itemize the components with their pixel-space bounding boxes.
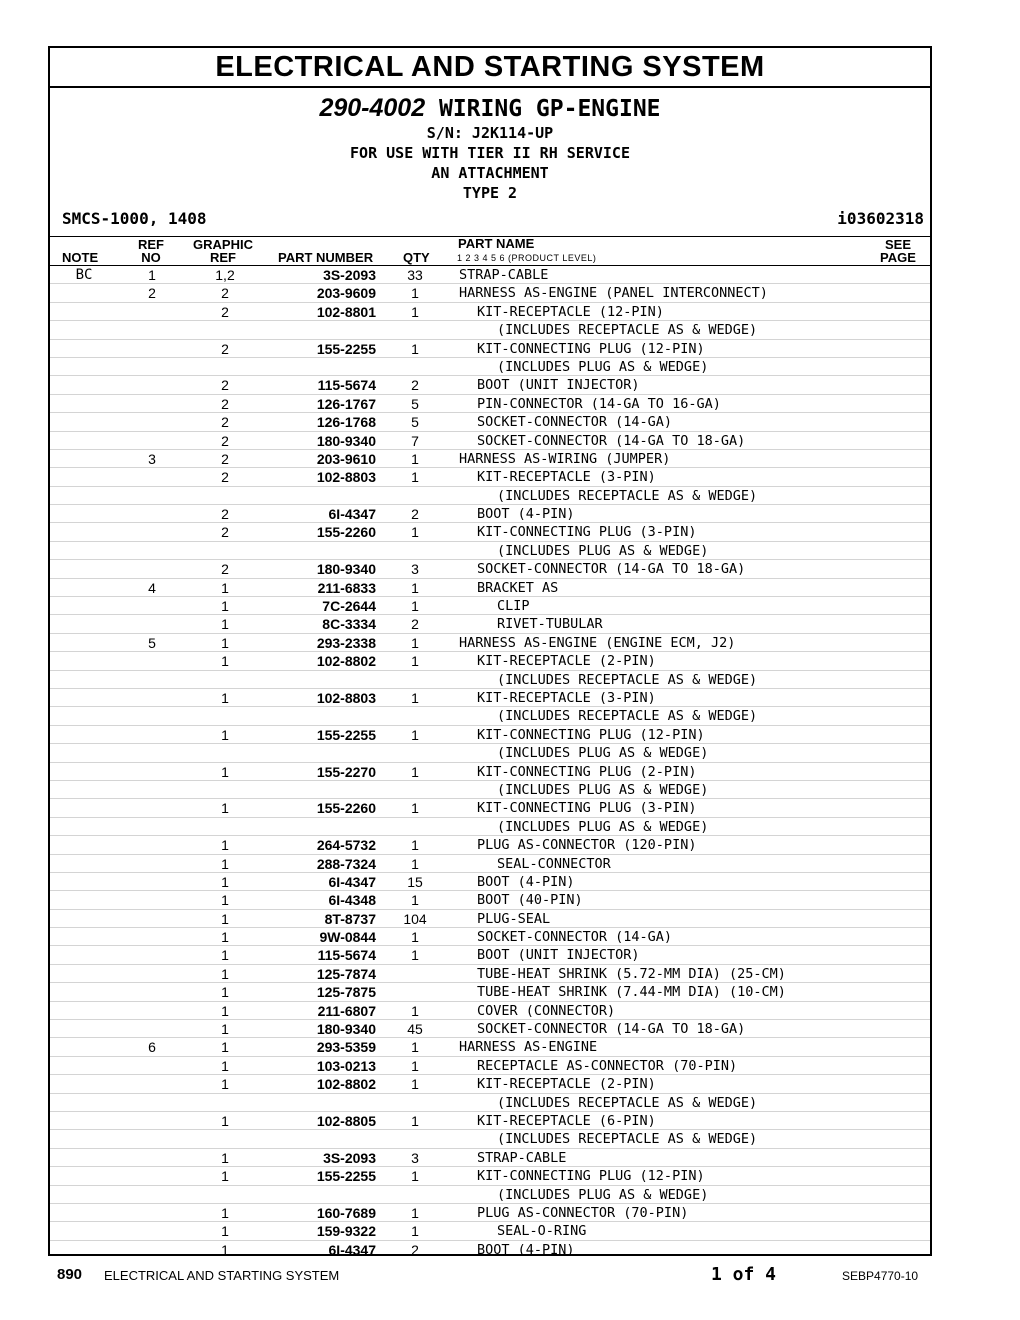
graphic-ref-cell: 1 bbox=[221, 855, 229, 872]
table-row bbox=[50, 1186, 930, 1204]
part-name-cell: KIT-CONNECTING PLUG (3-PIN) bbox=[477, 800, 697, 817]
table-row bbox=[50, 983, 930, 1001]
graphic-ref-cell: 1 bbox=[221, 965, 229, 982]
part-name-cell: STRAP-CABLE bbox=[477, 1149, 567, 1166]
graphic-ref-cell: 2 bbox=[221, 450, 229, 467]
graphic-ref-cell: 2 bbox=[221, 561, 229, 578]
part-number-cell: 293-2338 bbox=[316, 634, 376, 651]
qty-cell: 1 bbox=[411, 1057, 419, 1074]
qty-cell: 2 bbox=[411, 616, 419, 633]
col-qty: QTY bbox=[403, 250, 430, 265]
graphic-ref-cell: 1 bbox=[221, 947, 229, 964]
part-name-cell: RECEPTACLE AS-CONNECTOR (70-PIN) bbox=[477, 1057, 738, 1074]
part-number-cell: 125-7875 bbox=[316, 984, 376, 1001]
ref-no-cell: 2 bbox=[148, 285, 156, 302]
part-number-cell: 288-7324 bbox=[316, 855, 376, 872]
col-graphic-ref-line1: GRAPHIC bbox=[193, 237, 253, 252]
qty-cell: 1 bbox=[411, 929, 419, 946]
table-row bbox=[50, 266, 930, 284]
qty-cell: 1 bbox=[411, 450, 419, 467]
graphic-ref-cell: 2 bbox=[221, 303, 229, 320]
table-row bbox=[50, 487, 930, 505]
publication-number: SEBP4770-10 bbox=[842, 1269, 919, 1283]
table-row bbox=[50, 523, 930, 541]
table-row bbox=[50, 1204, 930, 1222]
table-row bbox=[50, 873, 930, 891]
graphic-ref-cell: 1 bbox=[221, 616, 229, 633]
part-name-cell: BOOT (UNIT INJECTOR) bbox=[477, 947, 640, 964]
ref-no-cell: 3 bbox=[148, 450, 156, 467]
col-product-level: 1 2 3 4 5 6 (PRODUCT LEVEL) bbox=[457, 253, 597, 263]
part-name-cell: KIT-RECEPTACLE (3-PIN) bbox=[477, 689, 656, 706]
qty-cell: 1 bbox=[411, 524, 419, 541]
part-number-cell: 102-8805 bbox=[316, 1112, 376, 1129]
graphic-ref-cell: 2 bbox=[221, 377, 229, 394]
qty-cell: 7 bbox=[411, 432, 419, 449]
graphic-ref-cell: 1 bbox=[221, 800, 229, 817]
graphic-ref-cell: 2 bbox=[221, 469, 229, 486]
table-row bbox=[50, 358, 930, 376]
part-number-cell: 126-1768 bbox=[316, 414, 376, 431]
table-row bbox=[50, 376, 930, 394]
part-name-cell: (INCLUDES PLUG AS & WEDGE) bbox=[497, 358, 709, 375]
part-name-cell: (INCLUDES RECEPTACLE AS & WEDGE) bbox=[497, 322, 758, 339]
table-row bbox=[50, 1149, 930, 1167]
col-part-number: PART NUMBER bbox=[278, 250, 374, 265]
part-number-cell: 3S-2093 bbox=[323, 267, 376, 283]
part-name-cell: HARNESS AS-WIRING (JUMPER) bbox=[459, 450, 671, 467]
illustration-id: i03602318 bbox=[837, 209, 924, 228]
part-name-cell: KIT-RECEPTACLE (2-PIN) bbox=[477, 1076, 656, 1093]
qty-cell: 1 bbox=[411, 837, 419, 854]
part-number-cell: 102-8803 bbox=[316, 689, 376, 706]
part-number-cell: 264-5732 bbox=[316, 837, 376, 854]
table-row bbox=[50, 689, 930, 707]
table-row bbox=[50, 1222, 930, 1240]
page-footer bbox=[0, 1264, 1020, 1288]
graphic-ref-cell: 1 bbox=[221, 579, 229, 596]
group-header bbox=[50, 88, 930, 237]
part-number-cell: 293-5359 bbox=[316, 1039, 376, 1056]
qty-cell: 1 bbox=[411, 653, 419, 670]
table-row bbox=[50, 928, 930, 946]
table-row bbox=[50, 1038, 930, 1056]
part-name-cell: HARNESS AS-ENGINE (ENGINE ECM, J2) bbox=[459, 634, 736, 651]
graphic-ref-cell: 1 bbox=[221, 837, 229, 854]
part-number-cell: 125-7874 bbox=[316, 965, 376, 982]
part-name-cell: (INCLUDES PLUG AS & WEDGE) bbox=[497, 1186, 709, 1203]
qty-cell: 1 bbox=[411, 689, 419, 706]
table-row bbox=[50, 1112, 930, 1130]
table-row bbox=[50, 799, 930, 817]
graphic-ref-cell: 2 bbox=[221, 432, 229, 449]
graphic-ref-cell: 1 bbox=[221, 726, 229, 743]
table-row bbox=[50, 303, 930, 321]
part-name-cell: PLUG AS-CONNECTOR (120-PIN) bbox=[477, 837, 697, 854]
table-row bbox=[50, 1241, 930, 1259]
part-number-cell: 180-9340 bbox=[316, 1021, 376, 1038]
col-see-page bbox=[876, 238, 920, 264]
table-row bbox=[50, 413, 930, 431]
qty-cell: 1 bbox=[411, 634, 419, 651]
table-row bbox=[50, 395, 930, 413]
part-number-cell: 155-2260 bbox=[316, 524, 376, 541]
table-row bbox=[50, 1075, 930, 1093]
part-number-cell: 115-5674 bbox=[317, 377, 376, 394]
qty-cell: 2 bbox=[411, 506, 419, 523]
qty-cell: 15 bbox=[407, 873, 423, 890]
qty-cell: 1 bbox=[411, 1076, 419, 1093]
smcs-code: SMCS-1000, 1408 bbox=[62, 209, 207, 228]
qty-cell: 1 bbox=[411, 1223, 419, 1240]
part-name-cell: (INCLUDES RECEPTACLE AS & WEDGE) bbox=[497, 671, 758, 688]
group-name: WIRING GP-ENGINE bbox=[438, 96, 661, 122]
part-name-cell: KIT-CONNECTING PLUG (12-PIN) bbox=[477, 340, 705, 357]
part-name-cell: HARNESS AS-ENGINE bbox=[459, 1039, 598, 1056]
table-row bbox=[50, 505, 930, 523]
table-row bbox=[50, 1002, 930, 1020]
part-number-cell: 6I-4347 bbox=[328, 873, 376, 890]
graphic-ref-cell: 1 bbox=[221, 1241, 229, 1258]
part-number-cell: 155-2260 bbox=[316, 800, 376, 817]
part-name-cell: BOOT (4-PIN) bbox=[477, 506, 575, 523]
graphic-ref-cell: 1 bbox=[221, 1057, 229, 1074]
part-number-cell: 6I-4348 bbox=[328, 892, 376, 909]
column-headers bbox=[50, 237, 930, 266]
qty-cell: 5 bbox=[411, 414, 419, 431]
graphic-ref-cell: 1 bbox=[221, 1168, 229, 1185]
part-name-cell: RIVET-TUBULAR bbox=[497, 616, 603, 633]
graphic-ref-cell: 2 bbox=[221, 285, 229, 302]
part-number-cell: 180-9340 bbox=[316, 561, 376, 578]
table-row bbox=[50, 855, 930, 873]
qty-cell: 2 bbox=[411, 1241, 419, 1258]
table-row bbox=[50, 744, 930, 762]
part-number-cell: 7C-2644 bbox=[322, 598, 376, 615]
qty-cell: 2 bbox=[411, 377, 419, 394]
graphic-ref-cell: 1 bbox=[221, 1149, 229, 1166]
part-name-cell: SOCKET-CONNECTOR (14-GA TO 18-GA) bbox=[477, 432, 746, 449]
part-name-cell: KIT-RECEPTACLE (3-PIN) bbox=[477, 469, 656, 486]
col-part-name: PART NAME bbox=[458, 236, 535, 251]
qty-cell: 3 bbox=[411, 561, 419, 578]
graphic-ref-cell: 1 bbox=[221, 653, 229, 670]
table-row bbox=[50, 671, 930, 689]
graphic-ref-cell: 1 bbox=[221, 634, 229, 651]
part-number-cell: 6I-4347 bbox=[328, 1241, 376, 1258]
table-row bbox=[50, 1130, 930, 1148]
part-name-cell: (INCLUDES PLUG AS & WEDGE) bbox=[497, 781, 709, 798]
graphic-ref-cell: 1,2 bbox=[215, 267, 235, 283]
graphic-ref-cell: 1 bbox=[221, 689, 229, 706]
ref-no-cell: 1 bbox=[148, 267, 156, 283]
part-name-cell: BOOT (40-PIN) bbox=[477, 892, 583, 909]
col-see-page-line1: SEE bbox=[884, 237, 911, 252]
part-number-cell: 8T-8737 bbox=[324, 910, 376, 927]
note-cell: BC bbox=[75, 267, 93, 283]
ref-no-cell: 6 bbox=[148, 1039, 156, 1056]
table-row bbox=[50, 781, 930, 799]
graphic-ref-cell: 1 bbox=[221, 1204, 229, 1221]
graphic-ref-cell: 1 bbox=[221, 598, 229, 615]
qty-cell: 1 bbox=[411, 303, 419, 320]
part-name-cell: KIT-CONNECTING PLUG (3-PIN) bbox=[477, 524, 697, 541]
graphic-ref-cell: 2 bbox=[221, 414, 229, 431]
part-name-cell: KIT-RECEPTACLE (12-PIN) bbox=[477, 303, 664, 320]
qty-cell: 1 bbox=[411, 598, 419, 615]
part-name-cell: BOOT (4-PIN) bbox=[477, 873, 575, 890]
qty-cell: 1 bbox=[411, 579, 419, 596]
qty-cell: 1 bbox=[411, 763, 419, 780]
footer-section-title: ELECTRICAL AND STARTING SYSTEM bbox=[104, 1268, 340, 1283]
part-number-cell: 103-0213 bbox=[316, 1057, 376, 1074]
table-row bbox=[50, 597, 930, 615]
part-name-cell: TUBE-HEAT SHRINK (7.44-MM DIA) (10-CM) bbox=[477, 984, 786, 1001]
graphic-ref-cell: 1 bbox=[221, 1223, 229, 1240]
graphic-ref-cell: 1 bbox=[221, 1112, 229, 1129]
col-graphic-ref bbox=[188, 238, 258, 264]
table-row bbox=[50, 542, 930, 560]
part-name-cell: STRAP-CABLE bbox=[459, 267, 549, 283]
qty-cell: 1 bbox=[411, 1204, 419, 1221]
page-number: 890 bbox=[57, 1266, 83, 1283]
part-name-cell: KIT-RECEPTACLE (6-PIN) bbox=[477, 1112, 656, 1129]
qty-cell: 45 bbox=[407, 1021, 423, 1038]
qty-cell: 104 bbox=[403, 910, 427, 927]
qty-cell: 3 bbox=[411, 1149, 419, 1166]
graphic-ref-cell: 1 bbox=[221, 929, 229, 946]
table-row bbox=[50, 652, 930, 670]
part-name-cell: HARNESS AS-ENGINE (PANEL INTERCONNECT) bbox=[459, 285, 768, 302]
part-name-cell: (INCLUDES RECEPTACLE AS & WEDGE) bbox=[497, 708, 758, 725]
graphic-ref-cell: 1 bbox=[221, 1002, 229, 1019]
graphic-ref-cell: 2 bbox=[221, 340, 229, 357]
table-row bbox=[50, 763, 930, 781]
part-name-cell: (INCLUDES RECEPTACLE AS & WEDGE) bbox=[497, 1131, 758, 1148]
part-number-cell: 203-9610 bbox=[316, 450, 376, 467]
graphic-ref-cell: 2 bbox=[221, 506, 229, 523]
table-row bbox=[50, 946, 930, 964]
qty-cell: 1 bbox=[411, 892, 419, 909]
part-name-cell: PIN-CONNECTOR (14-GA TO 16-GA) bbox=[477, 395, 721, 412]
table-row bbox=[50, 634, 930, 652]
part-number-cell: 102-8802 bbox=[316, 653, 376, 670]
graphic-ref-cell: 2 bbox=[221, 395, 229, 412]
qty-cell: 1 bbox=[411, 1168, 419, 1185]
graphic-ref-cell: 1 bbox=[221, 984, 229, 1001]
page-count: 1 of 4 bbox=[711, 1264, 777, 1285]
qty-cell: 1 bbox=[411, 726, 419, 743]
part-number-cell: 160-7689 bbox=[316, 1204, 376, 1221]
part-number-cell: 102-8801 bbox=[316, 303, 376, 320]
table-row bbox=[50, 726, 930, 744]
part-name-cell: SOCKET-CONNECTOR (14-GA) bbox=[477, 929, 673, 946]
part-number-cell: 155-2270 bbox=[316, 763, 376, 780]
part-number-cell: 9W-0844 bbox=[319, 929, 376, 946]
part-name-cell: COVER (CONNECTOR) bbox=[477, 1002, 616, 1019]
table-row bbox=[50, 1167, 930, 1185]
part-name-cell: (INCLUDES PLUG AS & WEDGE) bbox=[497, 818, 709, 835]
graphic-ref-cell: 1 bbox=[221, 1039, 229, 1056]
col-ref-no-line2: NO bbox=[141, 250, 161, 265]
col-ref-no-line1: REF bbox=[138, 237, 164, 252]
part-number-cell: 180-9340 bbox=[316, 432, 376, 449]
graphic-ref-cell: 1 bbox=[221, 1021, 229, 1038]
table-row bbox=[50, 450, 930, 468]
table-row bbox=[50, 579, 930, 597]
part-name-cell: KIT-CONNECTING PLUG (12-PIN) bbox=[477, 726, 705, 743]
table-row bbox=[50, 432, 930, 450]
part-number-cell: 115-5674 bbox=[317, 947, 376, 964]
part-name-cell: BRACKET AS bbox=[477, 579, 559, 596]
qty-cell: 33 bbox=[407, 267, 423, 283]
qty-cell: 1 bbox=[411, 469, 419, 486]
part-number-cell: 3S-2093 bbox=[323, 1149, 376, 1166]
qty-cell: 1 bbox=[411, 947, 419, 964]
table-row bbox=[50, 468, 930, 486]
table-row bbox=[50, 321, 930, 339]
part-name-cell: SOCKET-CONNECTOR (14-GA) bbox=[477, 414, 673, 431]
graphic-ref-cell: 1 bbox=[221, 763, 229, 780]
usage-note: FOR USE WITH TIER II RH SERVICE bbox=[350, 144, 630, 162]
col-ref-no bbox=[134, 238, 168, 264]
part-name-cell: PLUG AS-CONNECTOR (70-PIN) bbox=[477, 1204, 689, 1221]
table-row bbox=[50, 891, 930, 909]
part-name-cell: KIT-CONNECTING PLUG (2-PIN) bbox=[477, 763, 697, 780]
table-row bbox=[50, 340, 930, 358]
table-row bbox=[50, 1020, 930, 1038]
part-number-cell: 102-8802 bbox=[316, 1076, 376, 1093]
part-number-cell: 155-2255 bbox=[316, 726, 376, 743]
graphic-ref-cell: 1 bbox=[221, 873, 229, 890]
table-row bbox=[50, 1094, 930, 1112]
part-number-cell: 8C-3334 bbox=[322, 616, 376, 633]
part-name-cell: BOOT (4-PIN) bbox=[477, 1241, 575, 1258]
col-note: NOTE bbox=[62, 250, 99, 265]
col-see-page-line2: PAGE bbox=[880, 250, 916, 265]
table-row bbox=[50, 615, 930, 633]
part-name-cell: (INCLUDES RECEPTACLE AS & WEDGE) bbox=[497, 1094, 758, 1111]
section-title: ELECTRICAL AND STARTING SYSTEM bbox=[50, 48, 930, 88]
part-number-cell: 6I-4347 bbox=[328, 506, 376, 523]
ref-no-cell: 5 bbox=[148, 634, 156, 651]
part-name-cell: SEAL-O-RING bbox=[497, 1223, 587, 1240]
part-name-cell: (INCLUDES PLUG AS & WEDGE) bbox=[497, 542, 709, 559]
type-note: TYPE 2 bbox=[462, 184, 518, 202]
part-name-cell: (INCLUDES RECEPTACLE AS & WEDGE) bbox=[497, 487, 758, 504]
table-row bbox=[50, 965, 930, 983]
qty-cell: 1 bbox=[411, 1112, 419, 1129]
parts-list bbox=[50, 266, 930, 1259]
qty-cell: 1 bbox=[411, 1039, 419, 1056]
qty-cell: 5 bbox=[411, 395, 419, 412]
part-number-cell: 203-9609 bbox=[316, 285, 376, 302]
part-name-cell: SEAL-CONNECTOR bbox=[497, 855, 611, 872]
graphic-ref-cell: 1 bbox=[221, 892, 229, 909]
col-graphic-ref-line2: REF bbox=[210, 250, 236, 265]
part-name-cell: (INCLUDES PLUG AS & WEDGE) bbox=[497, 745, 709, 762]
part-name-cell: CLIP bbox=[497, 598, 530, 615]
attachment-note: AN ATTACHMENT bbox=[431, 164, 549, 182]
parts-page-frame bbox=[48, 46, 932, 1256]
group-heading bbox=[50, 94, 930, 123]
qty-cell: 1 bbox=[411, 285, 419, 302]
table-row bbox=[50, 818, 930, 836]
table-row bbox=[50, 707, 930, 725]
part-number-cell: 155-2255 bbox=[316, 340, 376, 357]
part-name-cell: SOCKET-CONNECTOR (14-GA TO 18-GA) bbox=[477, 561, 746, 578]
part-name-cell: KIT-RECEPTACLE (2-PIN) bbox=[477, 653, 656, 670]
serial-range: S/N: J2K114-UP bbox=[426, 124, 554, 142]
part-name-cell: TUBE-HEAT SHRINK (5.72-MM DIA) (25-CM) bbox=[477, 965, 786, 982]
part-name-cell: BOOT (UNIT INJECTOR) bbox=[477, 377, 640, 394]
qty-cell: 1 bbox=[411, 855, 419, 872]
graphic-ref-cell: 1 bbox=[221, 1076, 229, 1093]
graphic-ref-cell: 1 bbox=[221, 910, 229, 927]
table-row bbox=[50, 284, 930, 302]
qty-cell: 1 bbox=[411, 1002, 419, 1019]
part-number-cell: 155-2255 bbox=[316, 1168, 376, 1185]
part-number-cell: 159-9322 bbox=[316, 1223, 376, 1240]
part-name-cell: SOCKET-CONNECTOR (14-GA TO 18-GA) bbox=[477, 1021, 746, 1038]
table-row bbox=[50, 560, 930, 578]
part-number-cell: 211-6833 bbox=[317, 579, 376, 596]
table-row bbox=[50, 1057, 930, 1075]
table-row bbox=[50, 836, 930, 854]
qty-cell: 1 bbox=[411, 800, 419, 817]
table-row bbox=[50, 910, 930, 928]
qty-cell: 1 bbox=[411, 340, 419, 357]
group-number: 290-4002 bbox=[319, 94, 426, 122]
part-number-cell: 102-8803 bbox=[316, 469, 376, 486]
part-number-cell: 211-6807 bbox=[317, 1002, 376, 1019]
part-number-cell: 126-1767 bbox=[316, 395, 376, 412]
part-name-cell: KIT-CONNECTING PLUG (12-PIN) bbox=[477, 1168, 705, 1185]
graphic-ref-cell: 2 bbox=[221, 524, 229, 541]
part-name-cell: PLUG-SEAL bbox=[477, 910, 551, 927]
ref-no-cell: 4 bbox=[148, 579, 156, 596]
